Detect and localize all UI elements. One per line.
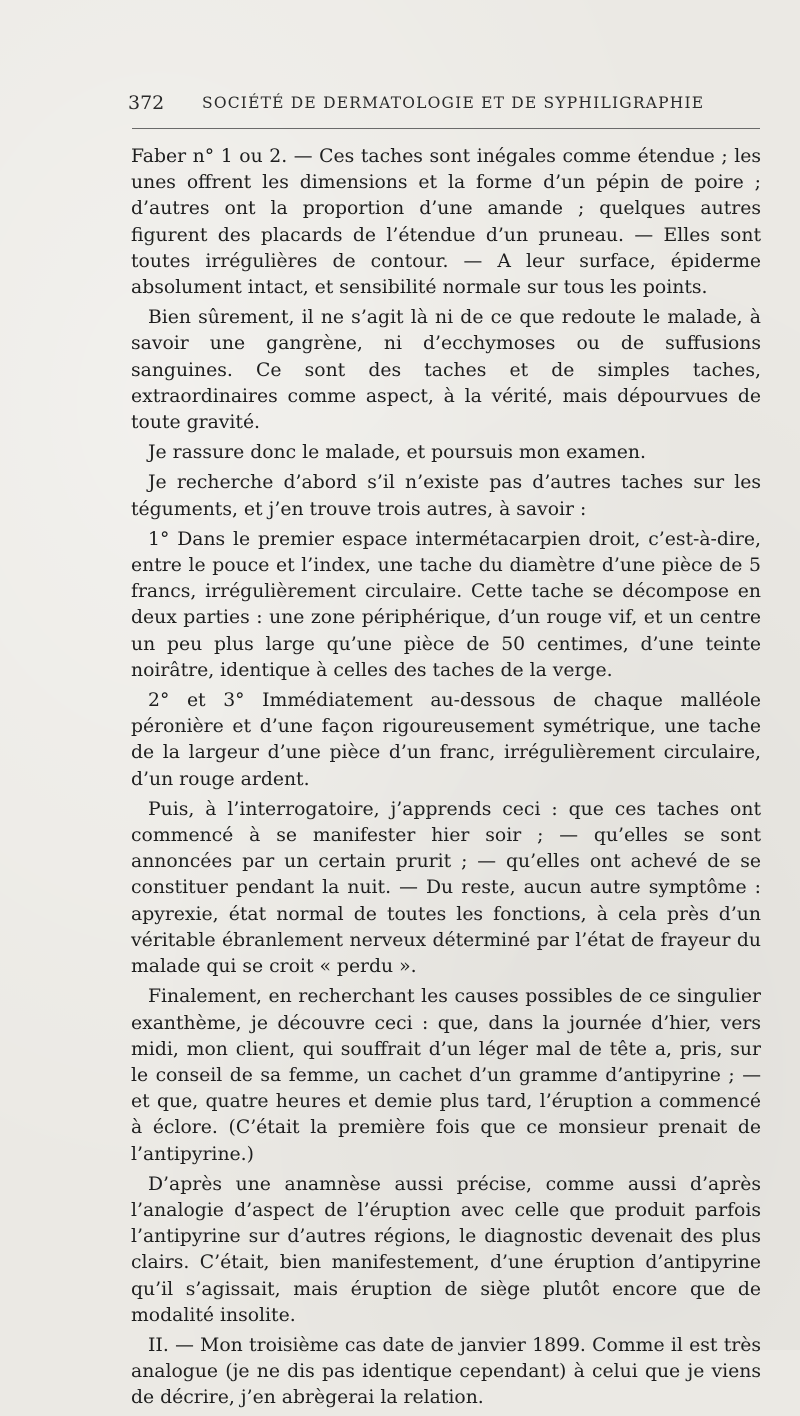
paragraph: Finalement, en recherchant les causes possibles de ce singulier exanthème, je découvre ceci : que, dans la journée d’hier, vers midi, mon client, qui souffrait d’un léger mal de tête a, pris, sur le conseil de sa femme, un cachet d’un gramme d’antipyrine ; — et que, quatre heures et demie plus tard, l’éruption a commencé à éclore. (C’était la première fois que ce monsieur prenait de l’antipyrine.) [131,986,761,1165]
paragraph: Je recherche d’abord s’il n’existe pas d’autres taches sur les téguments, et j’en trouve trois autres, à savoir : [131,472,761,520]
paragraph: Je rassure donc le malade, et poursuis mon examen. [148,442,646,464]
body-text [131,144,761,1416]
running-title: SOCIÉTÉ DE DERMATOLOGIE ET DE SYPHILIGRAPHIE [202,94,705,112]
running-header [128,92,760,116]
paragraph: Puis, à l’interrogatoire, j’apprends ceci : que ces taches ont commencé à se manifester hier soir ; — qu’elles se sont annoncées par un certain prurit ; — qu’elles ont achevé de se constituer pendant la nuit. — Du reste, aucun autre symptôme : apyrexie, état normal de toutes les fonctions, à cela près d’un véritable ébranlement nerveux déterminé par l’état de frayeur du malade qui se croit « perdu ». [131,798,761,978]
paragraph: 2° et 3° Immédiatement au-dessous de chaque malléole péronière et d’une façon rigoureusement symétrique, une tache de la largeur d’une pièce d’un franc, irrégulièrement circulaire, d’un rouge ardent. [131,690,761,790]
header-rule [132,128,760,129]
paragraph: D’après une anamnèse aussi précise, comme aussi d’après l’analogie d’aspect de l’éruption avec celle que produit parfois l’antipyrine sur d’autres régions, le diagnostic devenait des plus clairs. C’était, bien manifestement, d’une éruption d’antipyrine qu’il s’agissait, mais éruption de siège plutôt encore que de modalité insolite. [131,1173,761,1326]
paragraph: Bien sûrement, il ne s’agit là ni de ce que redoute le malade, à savoir une gangrène, ni d’ecchymoses ou de suffusions sanguines. Ce sont des taches et de simples taches, extraordinaires comme aspect, à la vérité, mais dépourvues de toute gravité. [131,307,761,434]
paragraph: II. — Mon troisième cas date de janvier 1899. Comme il est très analogue (je ne dis pas identique cependant) à celui que je viens de décrire, j’en abrègerai la relation. [131,1334,761,1409]
page-number: 372 [128,92,165,114]
paragraph: Faber n° 1 ou 2. — Ces taches sont inégales comme étendue ; les unes offrent les dimensions et la forme d’un pépin de poire ; d’autres ont la proportion d’une amande ; quelques autres figurent des placards de l’étendue d’un pruneau. — Elles sont toutes irrégulières de contour. — A leur surface, épiderme absolument intact, et sensibilité normale sur tous les points. [131,146,761,299]
paragraph: 1° Dans le premier espace intermétacarpien droit, c’est-à-dire, entre le pouce et l’index, une tache du diamètre d’une pièce de 5 francs, irrégulièrement circulaire. Cette tache se décompose en deux parties : une zone périphérique, d’un rouge vif, et un centre un peu plus large qu’une pièce de 50 centimes, d’une teinte noirâtre, identique à celles des taches de la verge. [131,528,761,681]
